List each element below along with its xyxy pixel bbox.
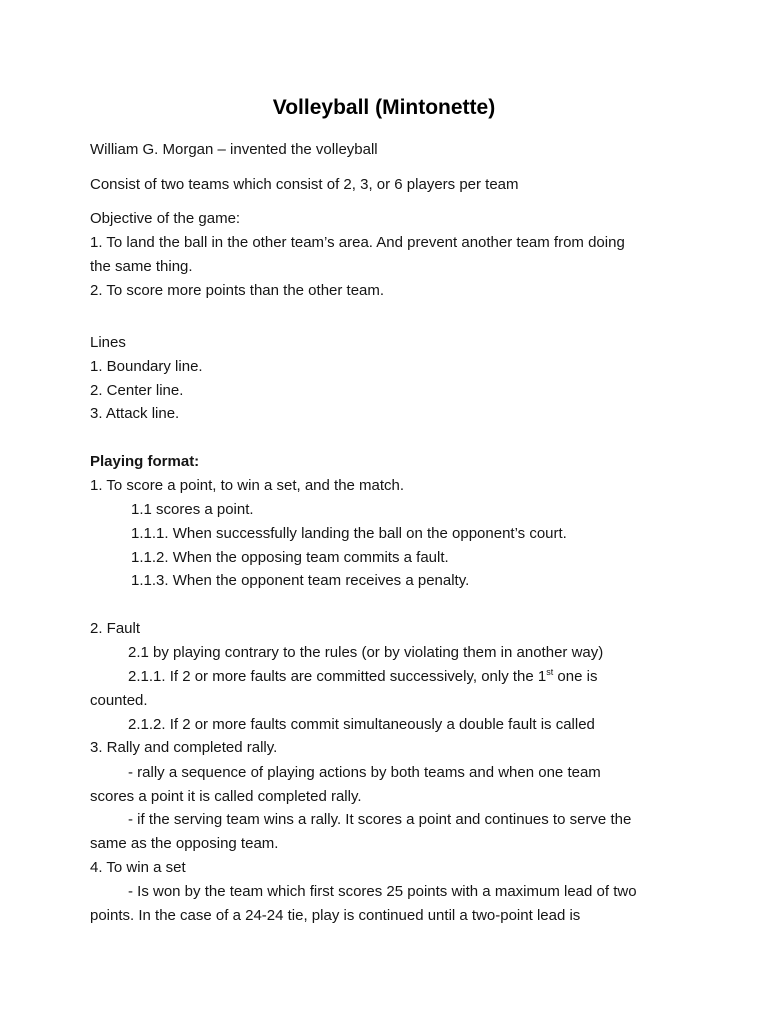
rally-paragraph-continuation: scores a point it is called completed rally. xyxy=(90,788,362,805)
fault-subitem-continuation: counted. xyxy=(90,692,148,709)
fault-subitem: 2.1.2. If 2 or more faults commit simultaneously a double fault is called xyxy=(128,716,595,733)
lines-heading: Lines xyxy=(90,334,126,351)
fault-subitem-text: 2.1.1. If 2 or more faults are committed successively, only the 1 xyxy=(128,668,547,685)
win-set-heading: 4. To win a set xyxy=(90,859,186,876)
playing-format-subitem: 1.1.1. When successfully landing the ball on the opponent’s court. xyxy=(131,525,567,542)
playing-format-subitem: 1.1 scores a point. xyxy=(131,501,254,518)
lines-item: 1. Boundary line. xyxy=(90,358,203,375)
inventor-line: William G. Morgan – invented the volleyball xyxy=(90,141,378,158)
win-set-paragraph: - Is won by the team which first scores 25 points with a maximum lead of two xyxy=(128,883,637,900)
rally-paragraph-continuation: same as the opposing team. xyxy=(90,835,279,852)
rally-heading: 3. Rally and completed rally. xyxy=(90,739,278,756)
page-title: Volleyball (Mintonette) xyxy=(272,96,496,119)
lines-item: 3. Attack line. xyxy=(90,405,180,422)
teams-line: Consist of two teams which consist of 2, 3, or 6 players per team xyxy=(90,176,519,193)
win-set-paragraph-continuation: points. In the case of a 24-24 tie, play is continued until a two-point lead is xyxy=(90,907,581,924)
lines-item: 2. Center line. xyxy=(90,382,184,399)
playing-format-heading: Playing format: xyxy=(90,453,200,470)
objective-heading: Objective of the game: xyxy=(90,210,241,227)
rally-paragraph: - rally a sequence of playing actions by both teams and when one team xyxy=(128,764,601,781)
ordinal-suffix: st xyxy=(546,667,554,677)
playing-format-item: 1. To score a point, to win a set, and the match. xyxy=(90,477,405,494)
rally-paragraph: - if the serving team wins a rally. It scores a point and continues to serve the xyxy=(128,811,632,828)
fault-subitem-text-end: one is xyxy=(553,668,598,685)
playing-format-subitem: 1.1.2. When the opposing team commits a fault. xyxy=(131,549,449,566)
objective-item-continuation: the same thing. xyxy=(90,258,193,275)
fault-subitem: 2.1 by playing contrary to the rules (or by violating them in another way) xyxy=(128,644,604,661)
objective-item: 1. To land the ball in the other team’s area. And prevent another team from doing xyxy=(90,234,625,251)
objective-item: 2. To score more points than the other team. xyxy=(90,282,385,299)
fault-heading: 2. Fault xyxy=(90,620,141,637)
fault-subitem xyxy=(128,667,597,687)
playing-format-subitem: 1.1.3. When the opponent team receives a penalty. xyxy=(131,572,470,589)
